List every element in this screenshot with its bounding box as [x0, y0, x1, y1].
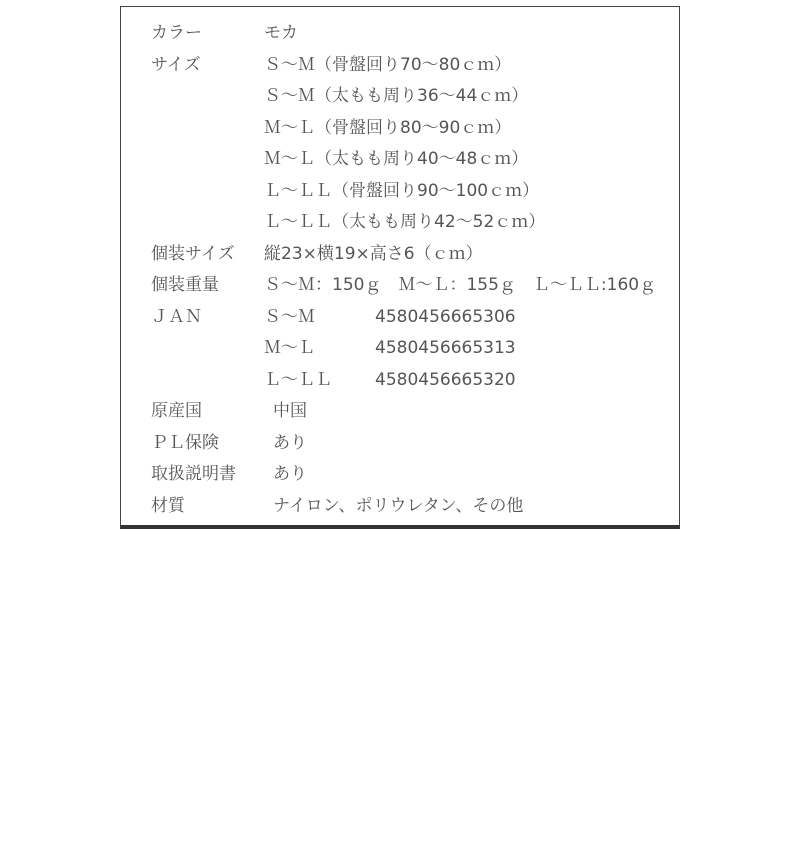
pl-insurance-label: ＰＬ保険 [151, 433, 219, 453]
size-value: Ｌ～ＬＬ（骨盤回り90～100ｃｍ） [264, 181, 540, 201]
size-value: Ｓ～Ｍ（骨盤回り70～80ｃｍ） [264, 55, 512, 75]
size-label: サイズ [151, 55, 201, 75]
jan-size: Ｍ～Ｌ [264, 338, 315, 358]
jan-code: 4580456665306 [375, 307, 516, 327]
size-value: Ｍ～Ｌ（骨盤回り80～90ｃｍ） [264, 118, 512, 138]
jan-code: 4580456665320 [375, 370, 516, 390]
jan-code: 4580456665313 [375, 338, 516, 358]
package-size-label: 個装サイズ [151, 244, 235, 264]
jan-label: ＪＡＮ [151, 307, 202, 327]
package-size-value: 縦23×横19×高さ6（ｃｍ） [264, 244, 483, 264]
size-value: Ｓ～Ｍ（太もも周り36～44ｃｍ） [264, 86, 529, 106]
jan-size: Ｓ～Ｍ [264, 307, 315, 327]
size-value: Ｍ～Ｌ（太もも周り40～48ｃｍ） [264, 149, 529, 169]
pl-insurance-value: あり [273, 433, 307, 453]
material-value: ナイロン、ポリウレタン、その他 [273, 496, 524, 516]
origin-value: 中国 [273, 401, 307, 421]
origin-label: 原産国 [151, 401, 202, 421]
material-label: 材質 [151, 496, 185, 516]
package-weight-value: Ｓ～Ｍ：150ｇ Ｍ～Ｌ：155ｇ Ｌ～ＬＬ:160ｇ [264, 275, 657, 295]
color-label: カラー [151, 23, 202, 43]
color-value: モカ [264, 23, 298, 43]
product-spec-table [120, 6, 680, 529]
package-weight-label: 個装重量 [151, 275, 219, 295]
size-value: Ｌ～ＬＬ（太もも周り42～52ｃｍ） [264, 212, 546, 232]
manual-label: 取扱説明書 [151, 464, 236, 484]
jan-size: Ｌ～ＬＬ [264, 370, 332, 390]
manual-value: あり [273, 464, 307, 484]
